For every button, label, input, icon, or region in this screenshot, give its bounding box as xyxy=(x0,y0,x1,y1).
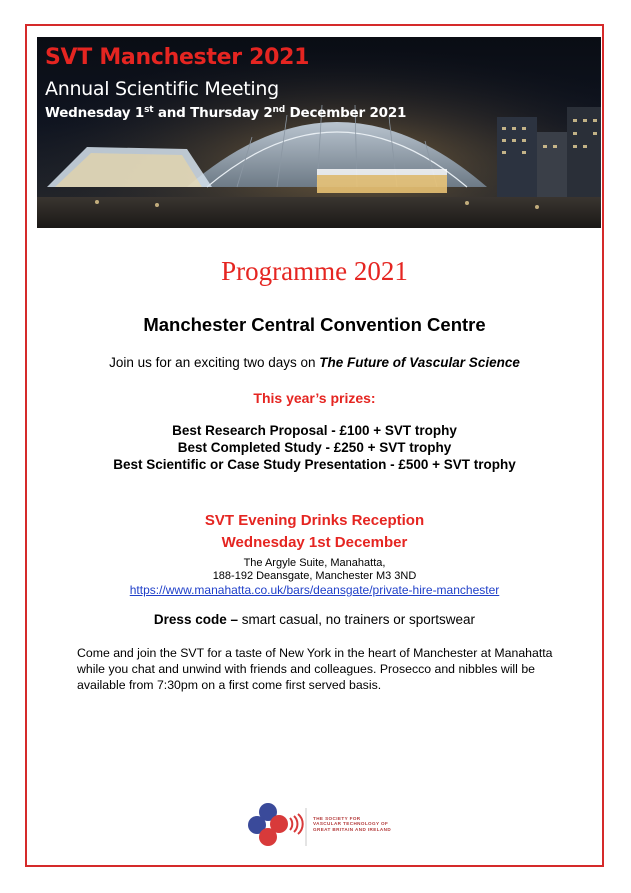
prize-item: Best Scientific or Case Study Presentation - £500 + SVT trophy xyxy=(113,457,516,472)
reception-address-line2: 188-192 Deansgate, Manchester M3 3ND xyxy=(212,570,417,582)
programme-title: Programme 2021 xyxy=(221,256,408,286)
svt-logo-text: THE SOCIETY FOR VASCULAR TECHNOLOGY OF GREAT BRITAIN AND IRELAND xyxy=(313,816,392,832)
dress-code-value: smart casual, no trainers or sportswear xyxy=(237,612,476,627)
reception-description: Come and join the SVT for a taste of New York in the heart of Manchester at Manahatta while you chat and unwind with friends and colleagues. Prosecco and nibbles will be available from 7:30pm on a first come first served basis. xyxy=(77,646,553,692)
event-title: SVT Manchester 2021 xyxy=(45,45,310,70)
dress-code-label: Dress code – xyxy=(153,612,238,627)
manahatta-link[interactable]: https://www.manahatta.co.uk/bars/deansgate/private-hire-manchester xyxy=(129,583,500,597)
dress-code xyxy=(25,612,604,627)
reception-address-line1: The Argyle Suite, Manahatta, xyxy=(243,557,386,569)
prizes-heading: This year’s prizes: xyxy=(253,390,376,406)
svt-logo xyxy=(246,800,391,852)
reception-date: Wednesday 1st December xyxy=(221,534,408,551)
intro-text: Join us for an exciting two days on The Future of Vascular Science xyxy=(109,355,520,370)
svt-logo-icon xyxy=(246,800,312,852)
reception-title: SVT Evening Drinks Reception xyxy=(204,512,425,529)
prize-item: Best Completed Study - £250 + SVT trophy xyxy=(177,440,452,455)
reception-link-line xyxy=(25,583,604,597)
prize-item: Best Research Proposal - £100 + SVT trophy xyxy=(172,423,457,438)
header-banner xyxy=(37,37,601,228)
event-subtitle: Annual Scientific Meeting xyxy=(45,78,279,100)
theme-emphasis: The Future of Vascular Science xyxy=(319,355,520,370)
venue-name: Manchester Central Convention Centre xyxy=(143,314,486,335)
event-dates: Wednesday 1st and Thursday 2nd December 2021 xyxy=(45,105,407,121)
